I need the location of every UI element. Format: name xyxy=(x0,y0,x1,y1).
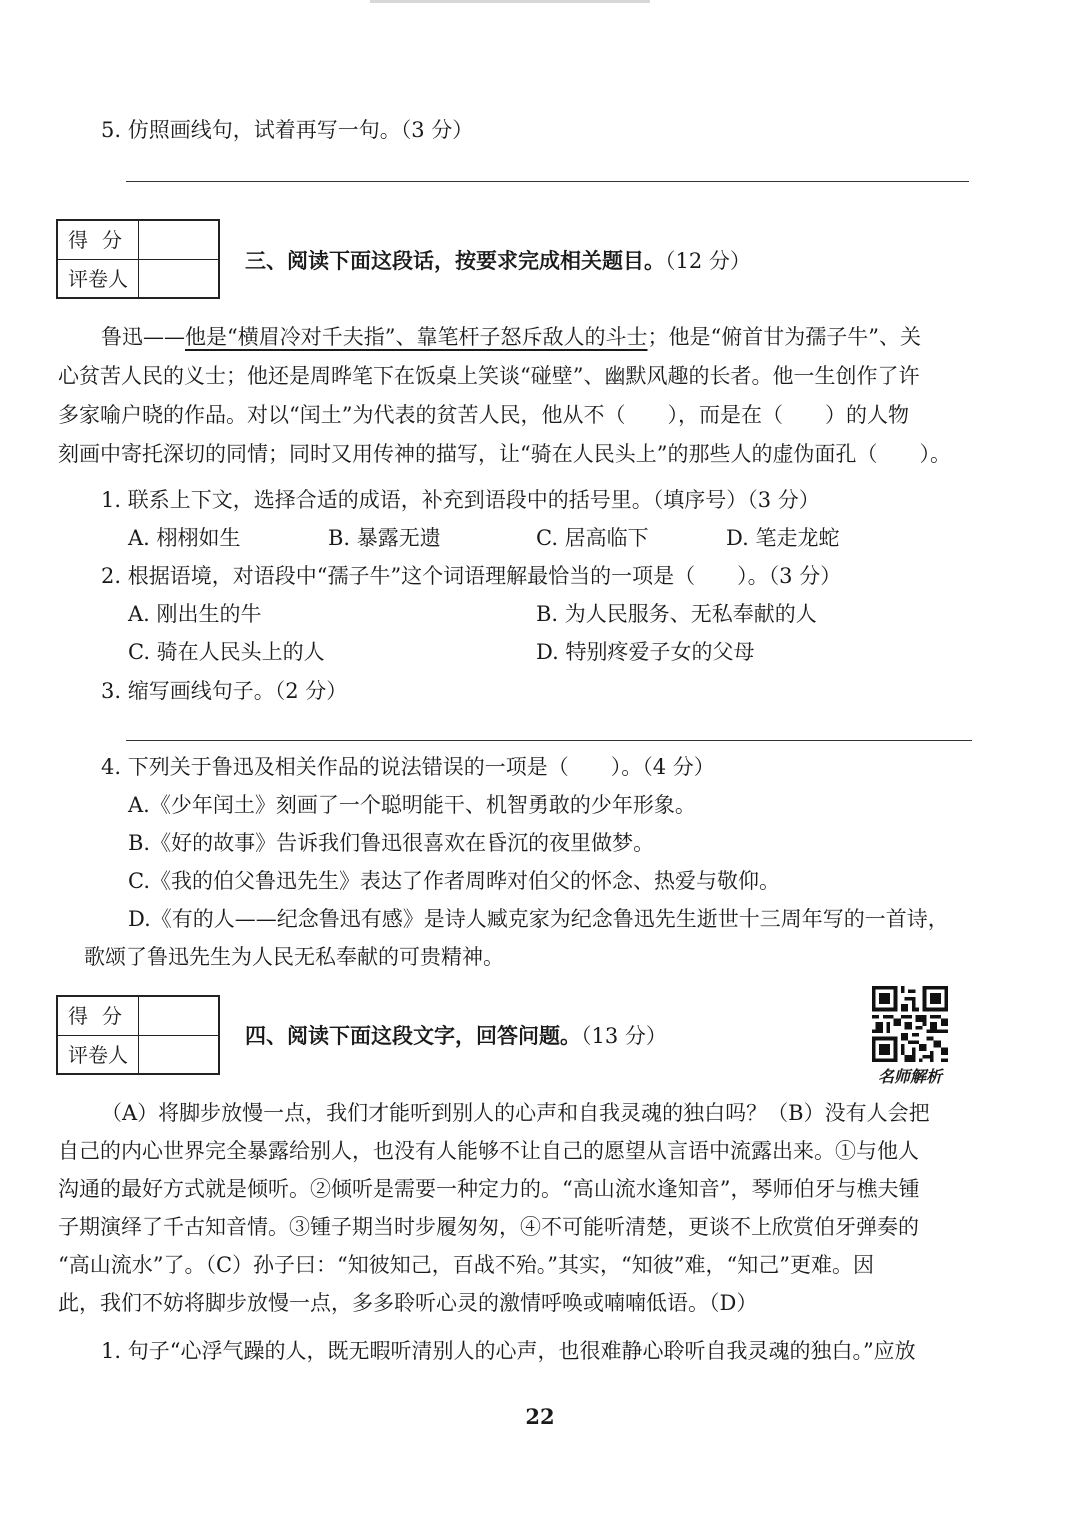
s3-q4-text: 4. 下列关于鲁迅及相关作品的说法错误的一项是（ ）。（4 分） xyxy=(101,755,715,779)
section3-heading-text: 三、阅读下面这段话，按要求完成相关题目。 xyxy=(245,248,665,273)
s3-q2-option-c[interactable]: C. 骑在人民头上的人 xyxy=(128,640,325,664)
s3-q1-option-a[interactable]: A. 栩栩如生 xyxy=(128,526,241,550)
section4-passage-line-4: 子期演绎了千古知音情。③锺子期当时步履匆匆，④不可能听清楚，更谈不上欣赏伯牙弹奏的 xyxy=(58,1215,919,1239)
section4-heading xyxy=(245,1021,667,1051)
s3-q1-option-d[interactable]: D. 笔走龙蛇 xyxy=(726,526,840,550)
s3-q2-option-b[interactable]: B. 为人民服务、无私奉献的人 xyxy=(536,602,817,626)
q5-answer-line[interactable] xyxy=(126,181,969,182)
s3-q2-option-a[interactable]: A. 刚出生的牛 xyxy=(128,602,262,626)
section4-passage-line-5: “高山流水”了。（C）孙子曰：“知彼知己，百战不殆。”其实，“知彼”难，“知己”更难。因 xyxy=(58,1253,874,1277)
s3-q3-answer-line[interactable] xyxy=(126,740,972,741)
section4-passage-line-3: 沟通的最好方式就是倾听。②倾听是需要一种定力的。“高山流水逢知音”，琴师伯牙与樵夫锺 xyxy=(58,1177,920,1201)
s3-q1-option-b[interactable]: B. 暴露无遗 xyxy=(328,526,441,550)
section4-passage-line-1: （A）将脚步放慢一点，我们才能听到别人的心声和自我灵魂的独白吗？（B）没有人会把 xyxy=(101,1101,930,1125)
s3-q4-option-a[interactable]: A.《少年闰土》刻画了一个聪明能干、机智勇敢的少年形象。 xyxy=(128,793,696,817)
section3-score-box xyxy=(56,219,220,299)
section3-passage-line-4: 刻画中寄托深切的同情；同时又用传神的描写，让“骑在人民头上”的那些人的虚伪面孔（ ）。 xyxy=(58,442,951,466)
s3-q2-text: 2. 根据语境，对语段中“孺子牛”这个词语理解最恰当的一项是（ ）。（3 分） xyxy=(101,564,842,588)
qr-code-icon[interactable] xyxy=(872,986,948,1062)
s3-q1-text: 1. 联系上下文，选择合适的成语，补充到语段中的括号里。（填序号）（3 分） xyxy=(101,488,820,512)
section3-passage-line-2: 心贫苦人民的义士；他还是周晔笔下在饭桌上笑谈“碰壁”、幽默风趣的长者。他一生创作了许 xyxy=(58,364,920,388)
score-label: 得分 xyxy=(68,228,136,252)
scan-edge xyxy=(370,0,650,3)
s3-q3-text: 3. 缩写画线句子。（2 分） xyxy=(101,679,348,703)
section4-heading-text: 四、阅读下面这段文字，回答问题。 xyxy=(245,1023,581,1048)
s3-q4-option-d-cont: 歌颂了鲁迅先生为人民无私奉献的可贵精神。 xyxy=(84,945,504,969)
qr-label: 名师解析 xyxy=(877,1067,942,1086)
section4-score-box xyxy=(56,995,220,1075)
grader-label: 评卷人 xyxy=(68,267,128,291)
s3-q4-option-c[interactable]: C.《我的伯父鲁迅先生》表达了作者周晔对伯父的怀念、热爱与敬仰。 xyxy=(128,869,780,893)
s3-q2-option-d[interactable]: D. 特别疼爱子女的父母 xyxy=(536,640,755,664)
page-number: 22 xyxy=(525,1404,555,1429)
s3-q1-option-c[interactable]: C. 居高临下 xyxy=(536,526,649,550)
s3-q4-option-d[interactable]: D.《有的人——纪念鲁迅有感》是诗人臧克家为纪念鲁迅先生逝世十三周年写的一首诗， xyxy=(128,907,949,931)
grader-label: 评卷人 xyxy=(68,1043,128,1067)
section4-passage-line-2: 自己的内心世界完全暴露给别人，也没有人能够不让自己的愿望从言语中流露出来。①与他人 xyxy=(58,1139,919,1163)
underlined-sentence: 他是“横眉冷对千夫指”、靠笔杆子怒斥敌人的斗士 xyxy=(185,325,648,349)
score-label: 得分 xyxy=(68,1004,136,1028)
section4-passage-line-6: 此，我们不妨将脚步放慢一点，多多聆听心灵的激情呼唤或喃喃低语。（D） xyxy=(58,1291,758,1315)
s4-q1-text: 1. 句子“心浮气躁的人，既无暇听清别人的心声，也很难静心聆听自我灵魂的独白。”应放 xyxy=(101,1339,916,1363)
section3-heading xyxy=(245,246,751,276)
section4-points: （13 分） xyxy=(581,1024,667,1048)
section3-passage-line-3: 多家喻户晓的作品。对以“闰土”为代表的贫苦人民，他从不（ ），而是在（ ）的人物 xyxy=(58,403,909,427)
s3-q4-option-b[interactable]: B.《好的故事》告诉我们鲁迅很喜欢在昏沉的夜里做梦。 xyxy=(128,831,655,855)
section3-passage-line-1: 鲁迅——他是“横眉冷对千夫指”、靠笔杆子怒斥敌人的斗士；他是“俯首甘为孺子牛”、关 xyxy=(101,325,921,349)
section3-points: （12 分） xyxy=(665,249,751,273)
q5-text: 5. 仿照画线句，试着再写一句。（3 分） xyxy=(101,118,474,142)
